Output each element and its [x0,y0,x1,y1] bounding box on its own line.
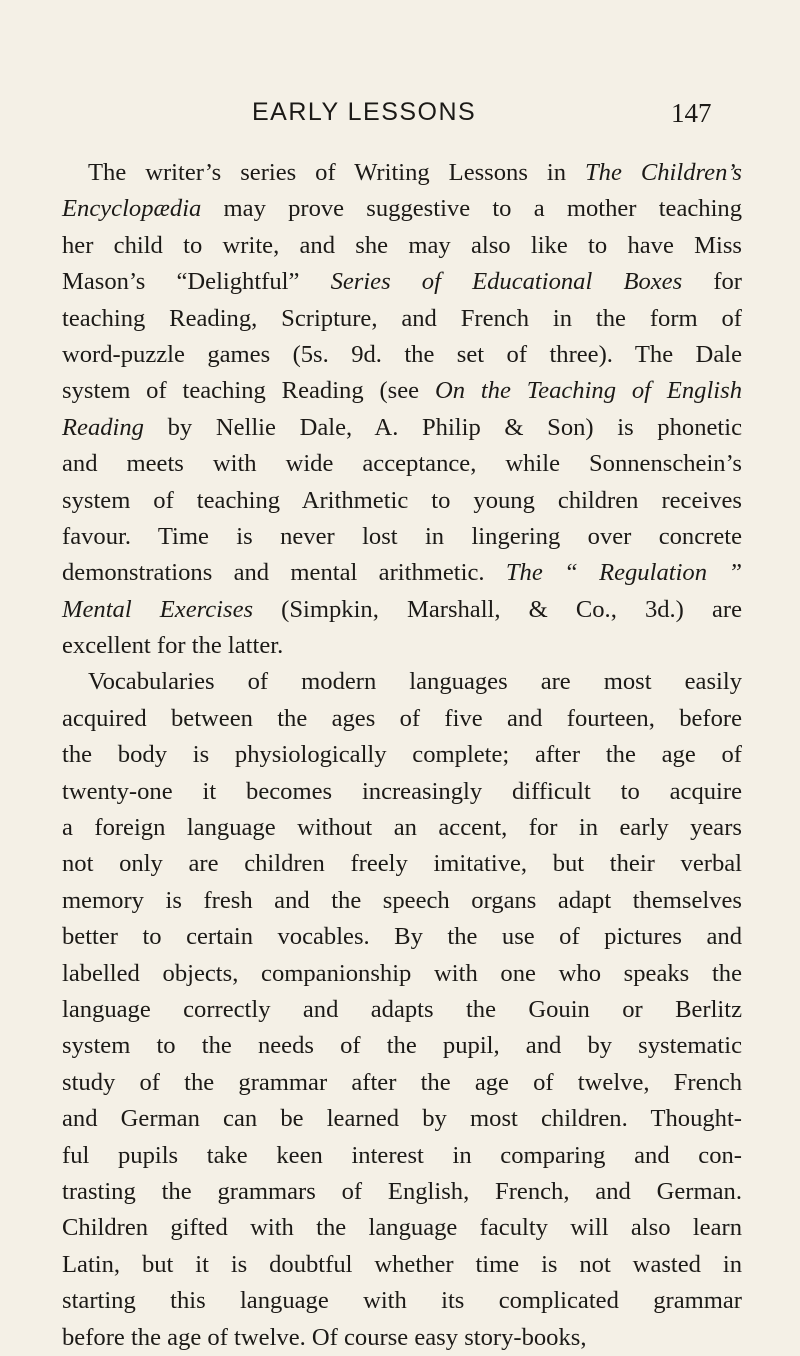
text-line [62,810,742,846]
text-run: system of teaching Reading (see [62,377,435,405]
text-line [62,1247,742,1283]
text-run: and German can be learned by most children. Thought- [62,1105,742,1133]
text-line [62,301,742,337]
text-run: starting this language with its complicated grammar [62,1287,742,1315]
text-run: system to the needs of the pupil, and by systematic [62,1032,742,1060]
running-title: EARLY LESSONS [252,98,477,126]
text-line [62,1320,742,1356]
text-line [62,1210,742,1246]
text-run: better to certain vocables. By the use of pictures and [62,923,742,951]
text-run: memory is fresh and the speech organs adapt themselves [62,886,742,914]
text-run: her child to write, and she may also like to have Miss [62,231,742,259]
text-run: acquired between the ages of five and fourteen, before [62,704,742,732]
text-line [62,1174,742,1210]
italic-text: The “ Regulation ” [505,559,742,587]
text-run: the body is physiologically complete; after the age of [62,741,742,769]
page-number: 147 [671,98,712,128]
text-run: labelled objects, companionship with one who speaks the [62,959,742,987]
text-line [62,774,742,810]
text-line [62,846,742,882]
italic-text: The Children’s [585,159,742,186]
text-line [62,737,742,773]
text-line [62,1028,742,1064]
italic-text: Reading [62,413,144,441]
text-run: and meets with wide acceptance, while Sonnenschein’s [62,450,742,478]
text-line [62,483,742,519]
running-head [0,98,800,138]
text-line [62,555,742,591]
text-run: for [682,268,742,296]
text-run: a foreign language without an accent, for in early years [62,814,742,842]
text-run: The writer’s series of Writing Lessons in [88,159,585,186]
text-line [62,701,742,737]
text-line [62,919,742,955]
text-run: before the age of twelve. Of course easy story-books, [62,1323,587,1351]
body-text [62,155,742,1356]
text-run: by Nellie Dale, A. Philip & Son) is phonetic [143,413,742,441]
text-line [62,1283,742,1319]
text-run: word-puzzle games (5s. 9d. the set of three). The Dale [62,340,742,368]
text-run: twenty-one it becomes increasingly difficult to acquire [62,777,742,805]
text-run: may prove suggestive to a mother teaching [201,195,742,223]
text-line [62,155,742,191]
text-line [62,883,742,919]
text-run: Mason’s “Delightful” [62,268,331,296]
italic-text: Encyclopædia [62,195,202,223]
text-run: excellent for the latter. [62,632,284,660]
text-line [62,191,742,227]
italic-text: On the Teaching of English [434,377,743,405]
text-line [62,956,742,992]
text-line [62,519,742,555]
text-run: teaching Reading, Scripture, and French in the form of [62,304,742,332]
text-line [62,1065,742,1101]
text-run: trasting the grammars of English, French, and German. [62,1177,742,1205]
text-run: Latin, but it is doubtful whether time is not wasted in [62,1250,742,1278]
text-line [62,446,742,482]
text-run: system of teaching Arithmetic to young children receives [62,486,742,514]
text-line [62,1101,742,1137]
text-line [62,228,742,264]
text-run: Vocabularies of modern languages are most easily [88,668,742,696]
text-run: language correctly and adapts the Gouin or Berlitz [62,995,742,1023]
text-line [62,628,742,664]
text-run: (Simpkin, Marshall, & Co., 3d.) are [253,595,742,623]
text-run: ful pupils take keen interest in comparing and con- [62,1141,742,1169]
text-line [62,992,742,1028]
text-line [62,373,742,409]
text-run: demonstrations and mental arithmetic. [62,559,506,587]
text-line [62,592,742,628]
text-run: not only are children freely imitative, but their verbal [62,850,742,878]
text-line [62,410,742,446]
text-line [62,1138,742,1174]
text-run: Children gifted with the language faculty will also learn [62,1214,742,1242]
text-run: study of the grammar after the age of twelve, French [62,1068,742,1096]
text-run: favour. Time is never lost in lingering over concrete [62,522,742,550]
text-line [62,664,742,700]
italic-text: Mental Exercises [62,595,254,623]
text-line [62,337,742,373]
text-line [62,264,742,300]
italic-text: Series of Educational Boxes [330,268,683,296]
